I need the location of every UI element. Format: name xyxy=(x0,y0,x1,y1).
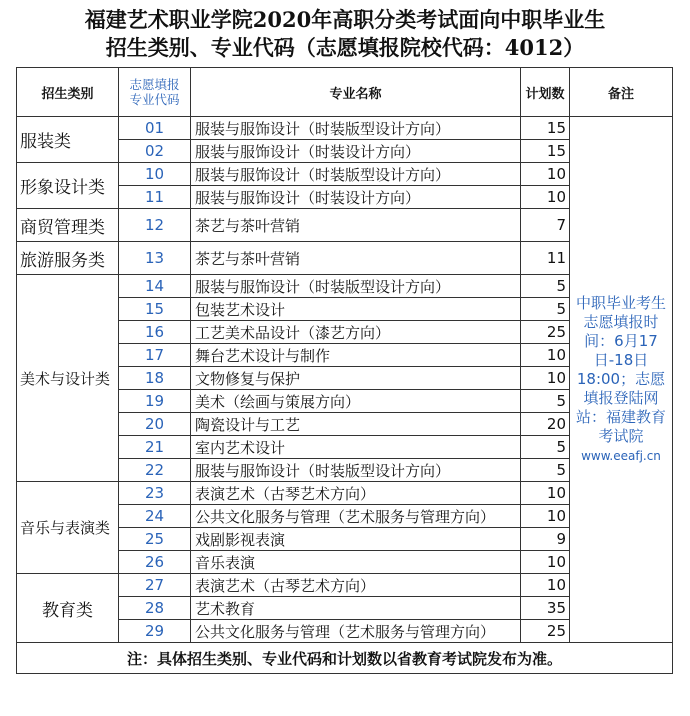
major-cell: 服装与服饰设计（时装设计方向） xyxy=(191,140,521,163)
code-cell: 23 xyxy=(119,482,191,505)
code-cell: 28 xyxy=(119,597,191,620)
major-cell: 服装与服饰设计（时装设计方向） xyxy=(191,186,521,209)
major-cell: 美术（绘画与策展方向） xyxy=(191,390,521,413)
enrollment-table xyxy=(16,67,673,674)
code-cell: 16 xyxy=(119,321,191,344)
plan-cell: 5 xyxy=(521,459,570,482)
plan-cell: 35 xyxy=(521,597,570,620)
plan-cell: 7 xyxy=(521,209,570,242)
category-cell: 教育类 xyxy=(17,574,119,643)
plan-cell: 10 xyxy=(521,163,570,186)
plan-cell: 25 xyxy=(521,321,570,344)
header-category: 招生类别 xyxy=(17,68,119,117)
plan-cell: 10 xyxy=(521,482,570,505)
header-code-line-2: 专业代码 xyxy=(129,92,180,107)
major-cell: 音乐表演 xyxy=(191,551,521,574)
plan-cell: 5 xyxy=(521,275,570,298)
remark-cell xyxy=(570,117,673,643)
plan-cell: 11 xyxy=(521,242,570,275)
major-cell: 艺术教育 xyxy=(191,597,521,620)
table-row xyxy=(17,117,673,140)
major-cell: 文物修复与保护 xyxy=(191,367,521,390)
code-cell: 19 xyxy=(119,390,191,413)
major-cell: 公共文化服务与管理（艺术服务与管理方向） xyxy=(191,505,521,528)
category-cell: 旅游服务类 xyxy=(17,242,119,275)
major-cell: 茶艺与茶叶营销 xyxy=(191,242,521,275)
category-cell: 商贸管理类 xyxy=(17,209,119,242)
major-cell: 服装与服饰设计（时装版型设计方向） xyxy=(191,117,521,140)
remark-url: www.eeafj.cn xyxy=(581,448,661,463)
code-cell: 29 xyxy=(119,620,191,643)
code-cell: 20 xyxy=(119,413,191,436)
category-cell: 音乐与表演类 xyxy=(17,482,119,574)
major-cell: 舞台艺术设计与制作 xyxy=(191,344,521,367)
plan-cell: 25 xyxy=(521,620,570,643)
code-cell: 11 xyxy=(119,186,191,209)
plan-cell: 15 xyxy=(521,117,570,140)
code-cell: 02 xyxy=(119,140,191,163)
code-cell: 25 xyxy=(119,528,191,551)
major-cell: 表演艺术（古琴艺术方向） xyxy=(191,482,521,505)
major-cell: 公共文化服务与管理（艺术服务与管理方向） xyxy=(191,620,521,643)
major-cell: 服装与服饰设计（时装版型设计方向） xyxy=(191,275,521,298)
major-cell: 服装与服饰设计（时装版型设计方向） xyxy=(191,459,521,482)
major-cell: 表演艺术（古琴艺术方向） xyxy=(191,574,521,597)
major-cell: 戏剧影视表演 xyxy=(191,528,521,551)
code-cell: 13 xyxy=(119,242,191,275)
plan-cell: 9 xyxy=(521,528,570,551)
footnote: 注：具体招生类别、专业代码和计划数以省教育考试院发布为准。 xyxy=(17,643,673,674)
plan-cell: 5 xyxy=(521,390,570,413)
code-cell: 10 xyxy=(119,163,191,186)
category-cell: 服装类 xyxy=(17,117,119,163)
code-cell: 27 xyxy=(119,574,191,597)
header-plan: 计划数 xyxy=(521,68,570,117)
plan-cell: 15 xyxy=(521,140,570,163)
plan-cell: 5 xyxy=(521,436,570,459)
code-cell: 21 xyxy=(119,436,191,459)
code-cell: 14 xyxy=(119,275,191,298)
major-cell: 工艺美术品设计（漆艺方向） xyxy=(191,321,521,344)
major-cell: 包装艺术设计 xyxy=(191,298,521,321)
code-cell: 01 xyxy=(119,117,191,140)
major-cell: 室内艺术设计 xyxy=(191,436,521,459)
header-code-line-1: 志愿填报 xyxy=(129,77,180,92)
header-major: 专业名称 xyxy=(191,68,521,117)
plan-cell: 10 xyxy=(521,344,570,367)
header-code xyxy=(119,68,191,117)
title-line-1: 福建艺术职业学院2020年高职分类考试面向中职毕业生 xyxy=(84,7,606,32)
code-cell: 17 xyxy=(119,344,191,367)
category-cell: 形象设计类 xyxy=(17,163,119,209)
code-cell: 18 xyxy=(119,367,191,390)
code-cell: 15 xyxy=(119,298,191,321)
code-cell: 22 xyxy=(119,459,191,482)
code-cell: 26 xyxy=(119,551,191,574)
code-cell: 24 xyxy=(119,505,191,528)
plan-cell: 5 xyxy=(521,298,570,321)
major-cell: 陶瓷设计与工艺 xyxy=(191,413,521,436)
plan-cell: 10 xyxy=(521,367,570,390)
header-remark: 备注 xyxy=(570,68,673,117)
major-cell: 茶艺与茶叶营销 xyxy=(191,209,521,242)
remark-text: 中职毕业考生志愿填报时间：6月17日-18日18:00；志愿填报登陆网站：福建教育考试院 xyxy=(575,293,666,445)
plan-cell: 10 xyxy=(521,574,570,597)
title-line-2: 招生类别、专业代码（志愿填报院校代码：4012） xyxy=(105,35,585,60)
code-cell: 12 xyxy=(119,209,191,242)
plan-cell: 10 xyxy=(521,186,570,209)
plan-cell: 10 xyxy=(521,551,570,574)
plan-cell: 20 xyxy=(521,413,570,436)
category-cell: 美术与设计类 xyxy=(17,275,119,482)
plan-cell: 10 xyxy=(521,505,570,528)
major-cell: 服装与服饰设计（时装版型设计方向） xyxy=(191,163,521,186)
